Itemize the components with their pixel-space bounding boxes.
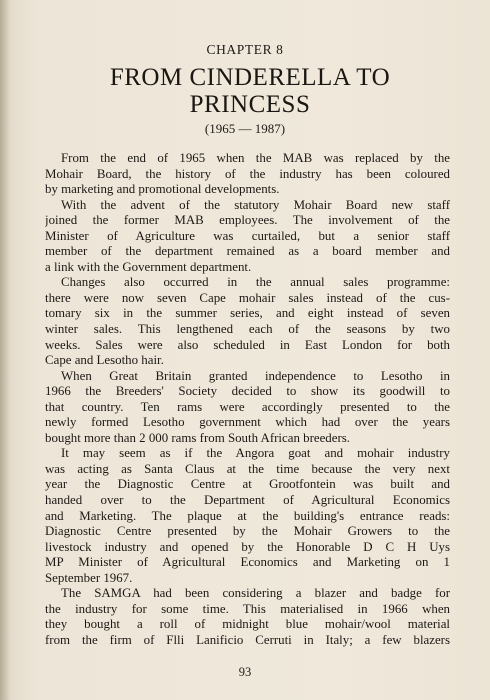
text-line: When Great Britain granted independence to Lesotho in bbox=[61, 368, 450, 383]
text-line: 1966 the Breeders' Society decided to show its goodwill to bbox=[45, 384, 450, 399]
page-number: 93 bbox=[238, 665, 252, 679]
text-line: It may seem as if the Angora goat and mohair industry bbox=[61, 446, 450, 461]
text-line: weeks. Sales were also scheduled in East London for both bbox=[45, 337, 450, 352]
text-line: Changes also occurred in the annual sales programme: bbox=[61, 275, 450, 290]
text-line: there were now seven Cape mohair sales instead of the cus- bbox=[45, 290, 450, 305]
text-line: livestock industry and opened by the Honorable D C H Uys bbox=[45, 539, 450, 554]
text-line: from the firm of Flli Lanificio Cerruti in Italy; a few blazers bbox=[45, 632, 450, 647]
text-line: September 1967. bbox=[45, 570, 133, 585]
text-line: a link with the Government department. bbox=[45, 259, 252, 274]
chapter-dates: (1965 — 1987) bbox=[204, 121, 286, 136]
text-line: the industry for some time. This materialised in 1966 when bbox=[45, 601, 450, 616]
text-line: Diagnostic Centre presented by the Mohair Growers to the bbox=[45, 524, 450, 539]
chapter-title-line-2: PRINCESS bbox=[189, 91, 311, 118]
text-line: MP Minister of Agricultural Economics and Marketing on 1 bbox=[45, 555, 450, 570]
text-line: was acting as Santa Claus at the time because the very next bbox=[45, 461, 450, 476]
text-line: newly formed Lesotho government which had over the years bbox=[45, 415, 450, 430]
text-line: Mohair Board, the history of the industry has been coloured bbox=[45, 166, 450, 181]
text-line: The SAMGA had been considering a blazer and badge for bbox=[61, 586, 450, 601]
chapter-title bbox=[40, 64, 460, 118]
text-line: year the Diagnostic Centre at Grootfontein was built and bbox=[45, 477, 450, 492]
chapter-title-line-1: FROM CINDERELLA TO bbox=[109, 64, 391, 91]
text-line: Cape and Lesotho hair. bbox=[45, 353, 164, 368]
text-line: With the advent of the statutory Mohair Board new staff bbox=[61, 197, 450, 212]
text-line: that country. Ten rams were accordingly presented to the bbox=[45, 399, 450, 414]
text-line: and Marketing. The plaque at the building's entrance reads: bbox=[45, 508, 450, 523]
text-line: tomary six in the summer series, and eight instead of seven bbox=[45, 306, 450, 321]
text-line: by marketing and promotional developments. bbox=[45, 182, 280, 197]
chapter-body-text bbox=[45, 151, 450, 649]
text-line: Minister of Agriculture was curtailed, but a senior staff bbox=[45, 228, 450, 243]
text-line: joined the former MAB employees. The involvement of the bbox=[45, 213, 450, 228]
text-line: handed over to the Department of Agricultural Economics bbox=[45, 493, 450, 508]
text-line: member of the department remained as a board member and bbox=[45, 244, 450, 259]
text-line: winter sales. This lengthened each of the seasons by two bbox=[45, 322, 450, 337]
text-line: bought more than 2 000 rams from South African breeders. bbox=[45, 430, 351, 445]
text-line: From the end of 1965 when the MAB was replaced by the bbox=[61, 151, 450, 165]
chapter-label: CHAPTER 8 bbox=[206, 42, 284, 57]
page-gutter-shadow bbox=[0, 0, 10, 700]
text-line: they bought a roll of midnight blue mohair/wool material bbox=[45, 617, 450, 632]
